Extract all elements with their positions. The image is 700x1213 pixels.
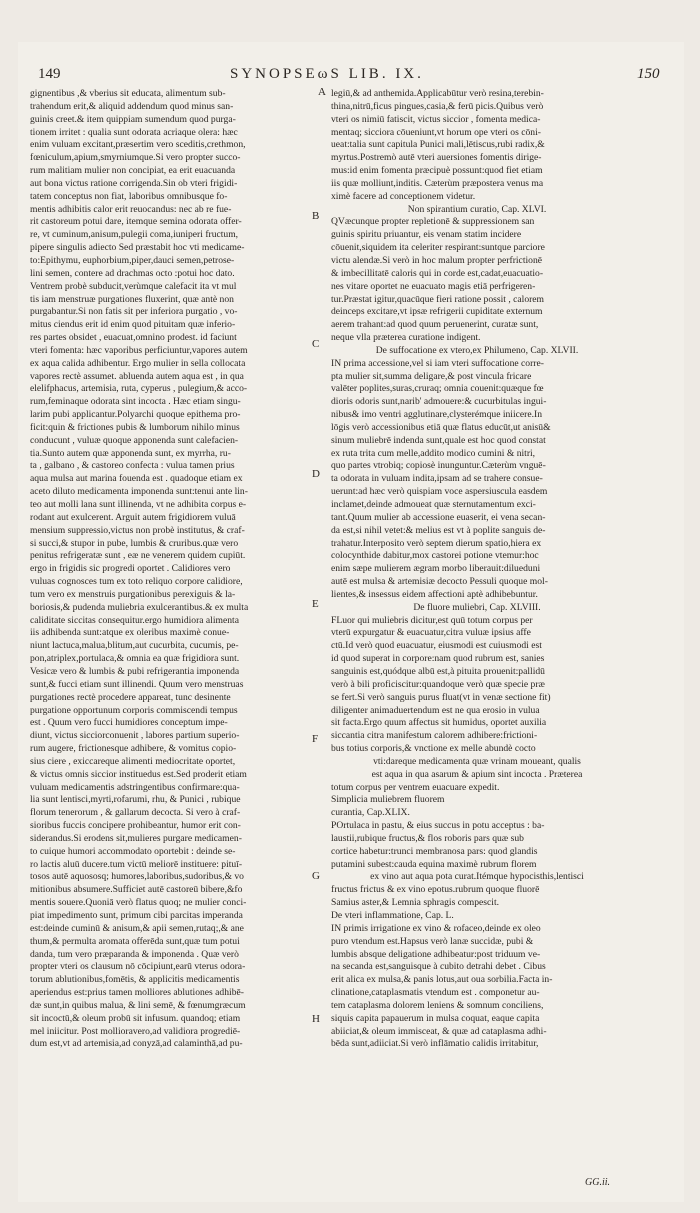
text-line: Samius aster,& Lemnia sphragis compescit. [331,897,500,909]
text-line: vterū expurgatur & euacuatur,citra vuluæ ipsius affe [331,627,531,639]
text-line: lientes,& insessus eidem affectioni aptè adhibebuntur. [331,588,538,600]
text-line: se fert.Si verò sanguis purus fluat(vt in venæ sectione fit) [331,691,551,703]
text-line: valēter poplites,suras,cruraq; omnia couenit:quæque fœ [331,383,544,395]
text-line: mitus ciendus erit id enim quod pituitam quæ inferio- [30,319,236,331]
page-number-left: 149 [38,66,61,82]
text-line: bēda sunt,adiiciat.Si verò inflāmatio calidis irritabitur, [331,1038,539,1050]
text-line: danda, tum vero præparanda & imponenda . Quæ verò [30,948,239,960]
text-line: est aqua in qua asarum & apium sint incocta . Præterea [371,768,583,780]
text-line: lōgis verò accessionibus etiā quæ flatus educūt,ut anisū& [331,421,551,433]
text-line: vteri os nimiū fatiscit, victus siccior , fomenta medica- [331,113,541,125]
text-line: curantia, Cap.XLIX. [331,807,410,819]
text-line: laustii,rubique fructus,& flos roboris pars quæ sub [331,832,524,844]
text-line: dum est,vt ad artemisia,ad conyzā,ad calaminthā,ad pu- [30,1038,243,1050]
text-line: enim vuluam excitant,præsertim vero sceditis,crethmon, [30,139,246,151]
text-line: boriosis,& pudenda muliebria exulcerantibus.& ex multa [30,601,249,613]
text-line: penitus refrigeratæ sunt , eæ ne venerem quidem cupiūt. [30,550,246,562]
text-line: aut bona victus ratione corrigenda.Sin ob vteri frigidi- [30,177,238,189]
text-line: vti:dareque medicamenta quæ vrinam moueant, qualis [373,755,581,767]
text-line: tatem conceptus non fiat, laboribus omnibusque fo- [30,190,228,202]
text-line: mitionibus absumere.Sufficiet autē castoreū bibere,&fo [30,884,243,896]
text-line: cortice habetur:trunci membranosa pars: quod glandis [331,845,538,857]
text-line: mel iniicitur. Post mollioravero,ad validiora progrediē- [30,1025,241,1037]
text-line: bus totius corporis,& vnctione ex melle abundè cocto [331,743,536,755]
text-line: siderandus.Si erodens sit,mulieres purgare medicamen- [30,832,242,844]
text-line: colocynthide dabitur,mox castorei potione vtemur:hoc [331,550,539,562]
text-line: mus:id enim fomenta præcipuè possunt:quod fiet etiam [331,165,543,177]
running-title: SYNOPSEωS LIB. IX. [230,66,424,82]
text-line: purgatione opportunum corporis commiscendi tempus [30,704,238,716]
text-line: aperiendus est:prius tamen molliores ablutiones adhibē- [30,987,244,999]
text-line: niunt lactuca,malua,blitum,aut cucurbita, cucumis, pe- [30,640,239,652]
text-line: vuluas cognosces tum ex toto reliquo corpore calidiore, [30,576,243,588]
text-line: ximè facere ad conceptionem videtur. [331,190,476,202]
text-line: cōuenit,siquidem ita celeriter respirant:suntque parciore [331,242,545,254]
text-line: caliditate siccitas consequitur.ergo humidiora alimenta [30,614,239,626]
text-line: diunt, victus sicciorconuenit , labores partium superio- [30,730,240,742]
right-text-column [331,88,623,1051]
text-line: tur.Præstat igitur,quacūque fieri ratione possit , calorem [331,293,545,305]
text-line: nibus& imo ventri agglutinare,clysterémque iniicere.In [331,409,542,421]
text-line: mentis adhibitis calor erit reuocandus: nec ab re fue- [30,203,232,215]
text-line: sanguinis est,quódque albū est,à pituita prouenit:pallidū [331,665,545,677]
text-line: neque vlla præterea curatione indigent. [331,332,481,344]
text-line: dæ sunt,in quibus malua, & lini semē, & fœnumgræcum [30,999,246,1011]
text-line: verò à bili proficiscitur:quandoque verò quæ specie præ [331,678,545,690]
text-line: elelifphacus, artemisia, ruta, cyperus , pulegium,& acco- [30,383,248,395]
text-line: IN prima accessione,vel si iam vteri suffocatione corre- [331,357,544,369]
text-line: si succi,& stupor in pube, lumbis & cruribus.quæ vero [30,537,239,549]
text-line: sinum muliebrē indenda sunt,quale est hoc quod constat [331,434,546,446]
text-line: res partes obsidet , euacuat,omnino prodest. id faciunt [30,332,237,344]
text-line: guinis creet.& item quippiam sumendum quod purga- [30,113,236,125]
text-line: enim sæpe mulierem ægram morbo liberauit:dilueduni [331,563,541,575]
text-line: florum tenerorum , & gallarum decocta. Si vero à craf- [30,807,241,819]
text-line: Simplicia muliebrem fluorem [331,794,445,806]
text-line: lia sunt lentisci,myrti,rofarumi, rhu, & Punici , rubique [30,794,241,806]
margin-letter-h: H [312,1013,320,1025]
text-line: pta mulier sit,summa deligare,& post vincula fricare [331,370,532,382]
text-line: siquis capita papauerum in mulsa coquat, eaque capita [331,1012,540,1024]
text-line: rit castoreum potui dare, itemque semina odorata offer- [30,216,242,228]
text-line: abiiciat,& oleum immisceat, & quæ ad cataplasma adhi- [331,1025,547,1037]
text-line: pipere singulis adiecto Sed præstabit hoc vti medicame- [30,242,245,254]
text-line: FLuor qui muliebris dicitur,est quū totum corpus per [331,614,533,626]
text-line: teo aut molli lana sunt illinenda, vt ne adhibita corpus e- [30,499,247,510]
margin-letter-a: A [318,86,326,98]
running-header [0,66,700,88]
text-line: tem cataplasma dolorem leniens & somnum conciliens, [331,999,544,1011]
text-line: aqua mulsa aut marina fouenda est . quadoque etiam ex [30,473,243,485]
text-line: na secanda est,sanguisque à cubito detrahi debet . Cibus [331,961,546,973]
text-line: QVæcunque propter repletionē & suppressionem san [331,216,535,228]
margin-letter-d: D [312,468,320,480]
text-line: purgabantur.Si non fatis sit per inferiora purgatio , vo- [30,306,238,318]
text-line: sioribus fuccis concipere prohibeantur, humor erit con- [30,820,241,832]
text-line: clinatione,cataplasmatis vtendum est . componetur au- [331,987,540,999]
text-line: lini semen, contere ad drachmas octo :potui hoc dato. [30,267,235,279]
text-line: trahatur.Interposito verò septem dierum spatio,hiera ex [331,537,542,549]
margin-letter-f: F [312,733,319,745]
text-line: trahendum erit,& aliquid addendum quod minus san- [30,100,234,112]
text-line: vapores rectè assumet. abluenda autem aqua est , in qua [30,370,244,382]
text-line: est . Quum vero fucci humidiores conceptum impe- [30,717,228,729]
text-line: rum malitiam mulier non concipiat, ea erit euacuanda [30,165,236,177]
text-line: legiū,& ad anthemida.Applicabūtur verò resina,terebin- [331,88,544,99]
text-line: larim pubi applicantur.Polyarchi quoque epithema pro- [30,409,241,421]
text-line: mentaq; sicciora cōueniunt,vt horum ope vteri os cōni- [331,126,541,138]
text-line: sius ciere , exiccareque alimenti mediocritate oportet, [30,755,236,767]
text-line: POrtulaca in pastu, & eius succus in potu acceptus : ba- [331,820,545,832]
text-line: diligenter animaduertendum est ne qua erosio in vulua [331,704,540,716]
text-line: tionem irritet : qualia sunt odorata acriaque olera: hæc [30,126,238,138]
text-line: ta odorata in vuluam indita,ipsam ad se trahere consue- [331,473,543,485]
text-line: uerunt:ad hæc verò quispiam voce aspersiuscula easdem [331,486,548,498]
text-line: nes vitare oportet ne euacuato magis etiā perfrigeren- [331,280,536,292]
text-line: Non spirantium curatio, Cap. XLVI. [407,203,547,215]
text-line: tant.Quum mulier ab accessione euaserit, ei vena secan- [331,511,546,523]
text-line: guinis spiritu priuantur, eis venam statim incidere [331,229,522,241]
text-line: ta , galbano , & castoreo confecta : vulua tamen prius [30,460,235,472]
text-line: lumbis absque deligatione adhibeatur:post triduum ve- [331,948,541,960]
text-line: iis quæ molliunt,inditis. Cæterùm præpostera venus ma [331,177,544,189]
text-line: thina,nitrū,ficus pingues,casia,& ferū picis.Quibus verò [331,100,544,112]
text-line: totum corpus per ventrem euacuare expedit. [331,781,500,793]
margin-letter-e: E [312,598,319,610]
text-line: to cuique humori accommodato oportebit : deinde se- [30,845,236,857]
text-line: aerem trahant:ad quod quum peruenerint, curatæ sunt, [331,319,539,331]
text-line: ficit:quin & frictiones pubis & lumborum nihilo minus [30,421,240,433]
text-line: ueat:talia sunt capitula Punici mali,lētiscus,rubi radix,& [331,139,545,151]
text-line: mentis souere.Quoniā verò flatus quoq; ne mulier conci- [30,897,247,909]
text-line: sit incoctū,& oleum probū sit infusum. quandoq; etiam [30,1012,241,1024]
text-line: ex vino aut aqua pota curat.Itémque hypocisthis,lentisci [370,871,584,883]
text-line: re, vt cuminum,anisum,pulegii coma,iuniperi fructum, [30,229,239,241]
text-line: ctū.Id verò quod euacuatur, eiusmodi est cuiusmodi est [331,640,542,652]
text-line: ex ruta trita cum melle,addito modico cumini & nitri, [331,447,536,459]
text-line: thum,& permulta aromata offerēda sunt,quæ tum potui [30,935,240,947]
text-line: victu alendæ.Si verò in hoc malum propter perfrictionē [331,254,543,266]
signature-mark: GG.ii. [585,1177,610,1188]
text-line: fœniculum,apium,smyrniumque.Si vero propter succo- [30,152,241,164]
text-line: quo partes vtrobiq; copiosè inunguntur.Cæterùm vnguē- [331,460,546,472]
text-line: pon,atriplex,portulaca,& omnia ea quæ frigidiora sunt. [30,653,240,665]
text-line: ro lactis aluū ducere.tum victū meliorē instituere: pituī- [30,858,243,870]
text-line: conducunt , vuluæ quoque apponenda sunt calefacien- [30,434,239,446]
text-line: piat impedimento sunt, primum cibi parcitas imperanda [30,910,243,921]
text-line: rodant aut exulcerent. Arguit autem frigidiorem vuluā [30,511,236,523]
margin-letter-c: C [312,338,320,350]
text-line: deinceps excitare,vt ipsæ refrigerii cupiditate externum [331,306,543,318]
text-line: tia.Sunto autem quæ apponenda sunt, ex myrrha, ru- [30,447,231,459]
text-line: id quod superat in corpore:nam quod rubrum est, sanies [331,653,545,665]
text-line: putamini subest:cauda equina maximè rubrum florem [331,858,537,870]
margin-letter-b: B [312,210,320,222]
margin-letter-g: G [312,870,320,882]
text-line: rum augere, frictionesque adhibere, & vomitus copio- [30,743,237,755]
text-line: tis iam menstruæ purgationes fluxerint, quæ antè non [30,293,234,305]
text-line: De suffocatione ex vtero,ex Philumeno, Cap. XLVII. [375,344,579,356]
left-text-column [30,88,315,1051]
text-line: IN primis irrigatione ex vino & rofaceo,deinde ex oleo [331,922,541,934]
text-line: iis adhibenda sunt:atque ex oleribus maximè conue- [30,627,230,639]
text-line: puro vtendum est.Hapsus verò lanæ succidæ, pubi & [331,935,534,947]
text-line: est:deinde cuminū & anisum,& apii semen,rutaq;,& ane [30,922,244,934]
text-line: aceto diluto medicamenta imponenda sunt:tenui ante lin- [30,486,248,498]
text-line: & victus omnis siccior instituedus est.Sed proderit etiam [30,768,247,780]
text-line: erit alica ex mulsa,& panis lotus,aut oua sorbilia.Facta in- [331,974,553,986]
text-line: torum ablutionibus,fomētis, & applicitis medicamentis [30,974,240,986]
text-line: fructus frictus & ex vino epotus.rubrum quoque fluorē [331,884,540,896]
text-line: vuluam medicamentis adstringentibus confirmare:qua- [30,781,240,793]
text-line: inclamet,deinde admoueat quæ sternutamentum exci- [331,499,536,510]
text-line: dioris odoris sunt,narib' admouere:& cucurbitulas ingui- [331,396,547,408]
page-number-right: 150 [637,66,660,82]
text-line: myrtus.Postremò autē vteri auersiones fomentis dirige- [331,152,542,164]
text-line: gignentibus ,& vberius sit educata, alimentum sub- [30,88,226,99]
text-line: siccantia citra manifestum calorem adhibere:frictioni- [331,730,538,742]
text-line: da est,si nihil vetet:& melius est vt à poplite sanguis de- [331,524,546,536]
text-line: ergo in frigidis sic progredi oportet . Calidiores vero [30,563,231,575]
text-line: tum vero ex menstruis purgationibus perexiguis & la- [30,588,236,600]
text-line: mensium suppressio,victus non probè institutus, & craf- [30,524,245,536]
text-line: sunt,& fucci etiam sunt illinendi. Quum vero menstruas [30,678,244,690]
text-line: rum,feminaque odorata sint incocta . Hæc etiam singu- [30,396,241,408]
text-line: tosos autē aquososq; humores,laboribus,sudoribus,& vo [30,871,244,883]
text-line: De vteri inflammatione, Cap. L. [331,910,454,921]
text-line: to:Epithymu, euphorbium,piper,dauci semen,petrose- [30,254,235,266]
text-line: Vesicæ vero & lumbis & pubi refrigerantia imponenda [30,665,240,677]
text-line: & imbecillitatē caloris qui in corde est,cadat,euacuatio- [331,267,544,279]
text-line: autē est mulsa & artemisiæ decocto Pessuli quoque mol- [331,576,548,588]
text-line: De fluore muliebri, Cap. XLVIII. [413,601,541,613]
text-line: propter vteri os clausum nō cōcipiunt,earū vterus odora- [30,961,246,973]
text-line: ex aqua calida adhibentur. Ergo mulier in sella collocata [30,357,246,369]
text-line: vteri fomenta: hæc vaporibus perficiuntur,vapores autem [30,344,248,356]
text-line: sit facta.Ergo quum affectus sit humidus, oportet auxilia [331,717,547,729]
text-line: purgationes rectè procedere appareat, tunc desinente [30,691,231,703]
text-line: Ventrem probè subducit,verùmque calefacit ita vt mul [30,280,237,292]
